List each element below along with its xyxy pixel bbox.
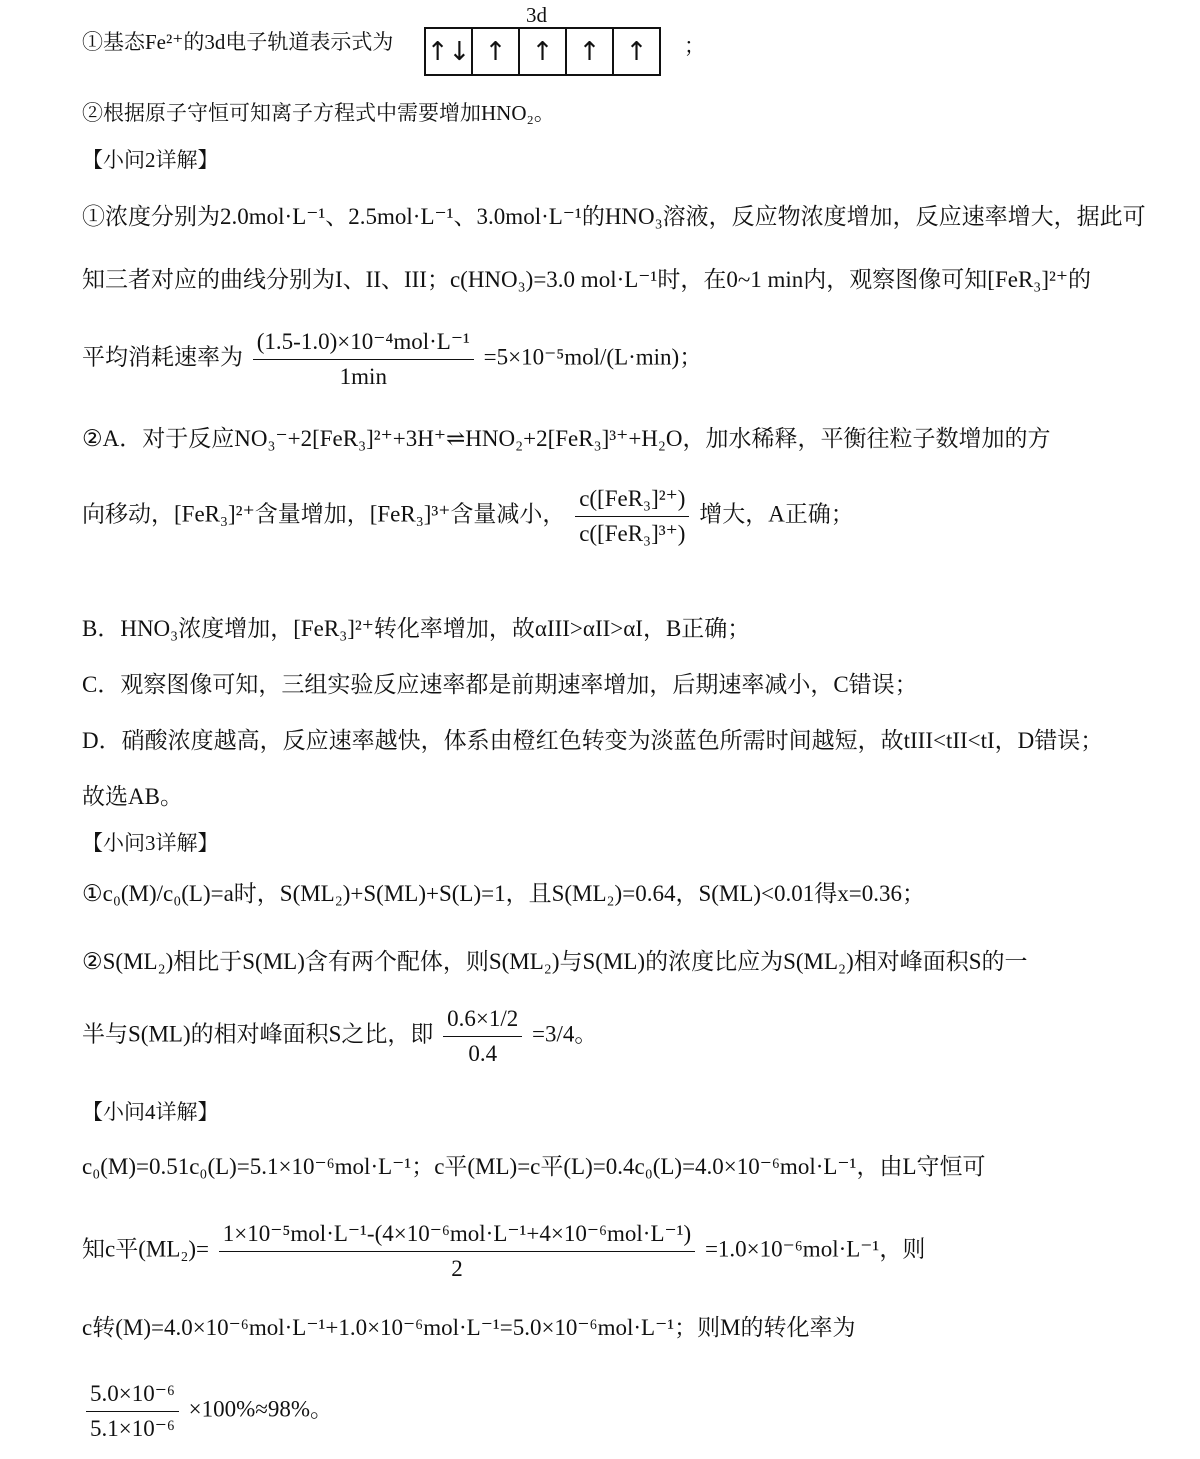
orbital-label: 3d (526, 3, 547, 27)
text-line: 向移动，[FeR₃]²⁺含量增加，[FeR₃]³⁺含量减小， $\frac{\text{c([FeR₃]²⁺)}}{\text{c([FeR₃]³⁺)}}$ 增大，A正确； (82, 486, 854, 546)
orbital-cell: ↑↓ (426, 29, 473, 74)
text-line: B．HNO₃浓度增加，[FeR₃]²⁺转化率增加，故αIII>αII>αI，B正确； (82, 616, 751, 641)
orbital-cell: ↑ (473, 29, 520, 74)
text-line: 半与S(ML)的相对峰面积S之比，即 $\frac{0.6\times 1/2}{0.4}$ =3/4。 (82, 1006, 598, 1066)
fraction: $\frac{\text{c([FeR₃]²⁺)}}{\text{c([FeR₃]³⁺)}}$ (575, 485, 689, 547)
section-heading: 【小问4详解】 (82, 1100, 219, 1124)
text-line: $\frac{\text{5.0×10⁻⁶}}{\text{5.1×10⁻⁶}}$ ×100%≈98%。 (82, 1380, 333, 1442)
orbital-diagram (424, 27, 661, 76)
fraction: $\frac{\text{1×10⁻⁵mol·L⁻¹-(4×10⁻⁶mol·L⁻¹+4×10⁻⁶mol·L⁻¹)}}{2}$ (219, 1220, 695, 1282)
text-line: ①c₀(M)/c₀(L)=a时，S(ML₂)+S(ML)+S(L)=1，且S(ML₂)=0.64，S(ML)<0.01得x=0.36； (82, 881, 925, 906)
text-line: ②S(ML₂)相比于S(ML)含有两个配体，则S(ML₂)与S(ML)的浓度比应为S(ML₂)相对峰面积S的一 (82, 949, 1028, 974)
text-line: c转(M)=4.0×10⁻⁶mol·L⁻¹+1.0×10⁻⁶mol·L⁻¹=5.0×10⁻⁶mol·L⁻¹；则M的转化率为 (82, 1315, 856, 1340)
text-line: 平均消耗速率为 $\frac{\text{(1.5-1.0)×10⁻⁴mol·L⁻¹}}{1\min}$ =5×10⁻⁵mol/(L·min)； (82, 329, 703, 389)
text-line: C．观察图像可知，三组实验反应速率都是前期速率增加，后期速率减小，C错误； (82, 672, 918, 697)
text-line: ②根据原子守恒可知离子方程式中需要增加HNO₂。 (82, 101, 555, 125)
text-line: ①基态Fe²⁺的3d电子轨道表示式为 (82, 30, 394, 54)
fraction: $\frac{0.6\times 1/2}{0.4}$ (443, 1005, 522, 1067)
section-heading: 【小问3详解】 (82, 831, 219, 855)
orbital-cell: ↑ (520, 29, 567, 74)
section-heading: 【小问2详解】 (82, 148, 219, 172)
text-line: ①浓度分别为2.0mol·L⁻¹、2.5mol·L⁻¹、3.0mol·L⁻¹的HNO₃溶液，反应物浓度增加，反应速率增大，据此可 (82, 204, 1146, 229)
orbital-cell: ↑ (625, 36, 648, 67)
orbital-cell: ↑ (567, 29, 614, 74)
fraction: $\frac{\text{5.0×10⁻⁶}}{\text{5.1×10⁻⁶}}$ (86, 1380, 179, 1442)
text-line: 故选AB。 (82, 784, 183, 809)
text-line: D．硝酸浓度越高，反应速率越快，体系由橙红色转变为淡蓝色所需时间越短，故tIII<tII<tI，D错误； (82, 728, 1104, 753)
text-line: c₀(M)=0.51c₀(L)=5.1×10⁻⁶mol·L⁻¹；c平(ML)=c平(L)=0.4c₀(L)=4.0×10⁻⁶mol·L⁻¹，由L守恒可 (82, 1154, 986, 1179)
text-line: 知c平(ML₂)= $\frac{\text{1×10⁻⁵mol·L⁻¹-(4×10⁻⁶mol·L⁻¹+4×10⁻⁶mol·L⁻¹)}}{2}$ =1.0×10⁻⁶mol·L⁻¹，则 (82, 1221, 926, 1281)
text-line: ②A．对于反应NO₃⁻+2[FeR₃]²⁺+3H⁺⇌HNO₂+2[FeR₃]³⁺+H₂O，加水稀释，平衡往粒子数增加的方 (82, 426, 1051, 451)
text-line: ； (684, 34, 705, 58)
fraction: $\frac{\text{(1.5-1.0)×10⁻⁴mol·L⁻¹}}{1\min}$ (253, 328, 474, 390)
text-line: 知三者对应的曲线分别为I、II、III；c(HNO₃)=3.0 mol·L⁻¹时，在0~1 min内，观察图像可知[FeR₃]²⁺的 (82, 267, 1092, 292)
